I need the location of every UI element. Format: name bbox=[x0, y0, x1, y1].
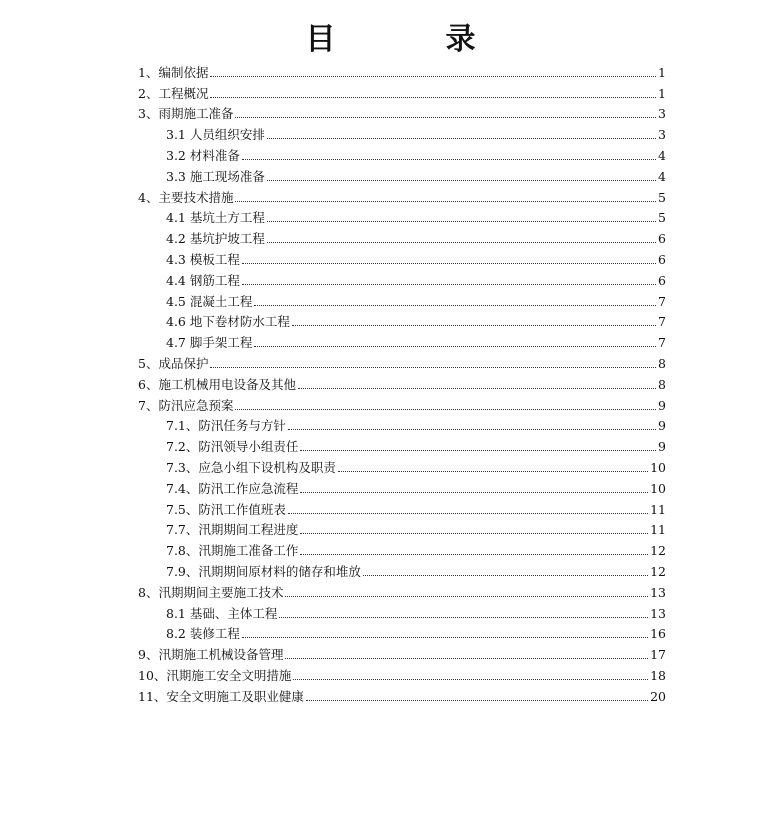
toc-dot-leader bbox=[235, 409, 656, 410]
toc-entry[interactable] bbox=[138, 330, 666, 351]
toc-entry[interactable] bbox=[138, 622, 666, 643]
toc-entry[interactable] bbox=[138, 538, 666, 559]
title-char-1: 目 bbox=[305, 22, 336, 57]
toc-entry-label: 9、汛期施工机械设备管理 bbox=[138, 647, 284, 663]
toc-dot-leader bbox=[267, 242, 656, 243]
toc-entry[interactable] bbox=[138, 476, 666, 497]
toc-entry[interactable] bbox=[138, 164, 666, 185]
toc-entry-page-number: 12 bbox=[650, 563, 666, 579]
toc-entry[interactable] bbox=[138, 289, 666, 310]
toc-entry[interactable] bbox=[138, 206, 666, 227]
toc-entry-page-number: 3 bbox=[658, 106, 666, 122]
toc-dot-leader bbox=[300, 554, 648, 555]
toc-entry-page-number: 13 bbox=[650, 605, 666, 621]
toc-entry-page-number: 9 bbox=[658, 418, 666, 434]
toc-entry-page-number: 9 bbox=[658, 439, 666, 455]
toc-entry-page-number: 17 bbox=[650, 647, 666, 663]
toc-entry-page-number: 13 bbox=[650, 584, 666, 600]
toc-dot-leader bbox=[306, 700, 648, 701]
toc-entry-page-number: 10 bbox=[650, 459, 666, 475]
toc-entry-page-number: 4 bbox=[658, 168, 666, 184]
toc-entry[interactable] bbox=[138, 247, 666, 268]
page-title bbox=[0, 20, 781, 60]
toc-entry-page-number: 11 bbox=[650, 522, 666, 538]
toc-entry-label: 8、汛期期间主要施工技术 bbox=[138, 584, 284, 600]
title-char-2: 录 bbox=[445, 22, 476, 57]
toc-dot-leader bbox=[242, 263, 656, 264]
toc-entry-label: 3、雨期施工准备 bbox=[138, 106, 234, 122]
toc-entry-label: 4.7 脚手架工程 bbox=[166, 335, 253, 351]
toc-entry-page-number: 8 bbox=[658, 355, 666, 371]
toc-entry-label: 7.2、防汛领导小组责任 bbox=[166, 439, 299, 455]
toc-entry[interactable] bbox=[138, 122, 666, 143]
toc-dot-leader bbox=[285, 658, 648, 659]
toc-entry-page-number: 1 bbox=[658, 64, 666, 80]
toc-entry-label: 7、防汛应急预案 bbox=[138, 397, 234, 413]
toc-dot-leader bbox=[285, 596, 648, 597]
toc-entry-label: 7.5、防汛工作值班表 bbox=[166, 501, 286, 517]
toc-entry-label: 3.2 材料准备 bbox=[166, 147, 240, 163]
toc-entry-label: 7.8、汛期施工准备工作 bbox=[166, 543, 299, 559]
toc-entry-label: 7.7、汛期期间工程进度 bbox=[166, 522, 299, 538]
toc-dot-leader bbox=[242, 284, 656, 285]
toc-entry-label: 3.1 人员组织安排 bbox=[166, 127, 265, 143]
toc-entry[interactable] bbox=[138, 60, 666, 81]
toc-entry-page-number: 7 bbox=[658, 293, 666, 309]
toc-entry-page-number: 9 bbox=[658, 397, 666, 413]
toc-entry-label: 8.2 装修工程 bbox=[166, 626, 240, 642]
toc-entry[interactable] bbox=[138, 580, 666, 601]
toc-entry[interactable] bbox=[138, 372, 666, 393]
toc-dot-leader bbox=[288, 429, 656, 430]
toc-entry-page-number: 18 bbox=[650, 667, 666, 683]
toc-entry-label: 1、编制依据 bbox=[138, 64, 209, 80]
toc-entry[interactable] bbox=[138, 414, 666, 435]
toc-entry-label: 4.1 基坑土方工程 bbox=[166, 210, 265, 226]
toc-entry-label: 2、工程概况 bbox=[138, 85, 209, 101]
toc-dot-leader bbox=[254, 346, 656, 347]
toc-entry-label: 4、主要技术措施 bbox=[138, 189, 234, 205]
toc-entry[interactable] bbox=[138, 268, 666, 289]
toc-entry[interactable] bbox=[138, 310, 666, 331]
toc-entry-page-number: 5 bbox=[658, 210, 666, 226]
toc-dot-leader bbox=[242, 159, 656, 160]
toc-dot-leader bbox=[293, 679, 648, 680]
toc-entry-page-number: 4 bbox=[658, 147, 666, 163]
toc-entry-label: 7.9、汛期期间原材料的储存和堆放 bbox=[166, 563, 361, 579]
toc-entry-label: 7.4、防汛工作应急流程 bbox=[166, 480, 299, 496]
toc-entry[interactable] bbox=[138, 226, 666, 247]
toc-dot-leader bbox=[235, 117, 656, 118]
toc-entry[interactable] bbox=[138, 518, 666, 539]
toc-entry-page-number: 11 bbox=[650, 501, 666, 517]
toc-entry-label: 11、安全文明施工及职业健康 bbox=[138, 688, 304, 704]
toc-entry[interactable] bbox=[138, 684, 666, 705]
toc-dot-leader bbox=[292, 325, 656, 326]
toc-entry-label: 10、汛期施工安全文明措施 bbox=[138, 667, 292, 683]
toc-entry-page-number: 8 bbox=[658, 376, 666, 392]
table-of-contents bbox=[138, 60, 666, 705]
toc-entry-label: 4.6 地下卷材防水工程 bbox=[166, 314, 290, 330]
toc-dot-leader bbox=[300, 533, 648, 534]
toc-dot-leader bbox=[210, 367, 656, 368]
toc-dot-leader bbox=[267, 138, 656, 139]
toc-dot-leader bbox=[288, 513, 648, 514]
toc-entry[interactable] bbox=[138, 102, 666, 123]
toc-dot-leader bbox=[298, 388, 656, 389]
toc-entry-page-number: 6 bbox=[658, 272, 666, 288]
toc-entry-page-number: 10 bbox=[650, 480, 666, 496]
toc-entry-page-number: 5 bbox=[658, 189, 666, 205]
toc-entry-label: 4.5 混凝土工程 bbox=[166, 293, 253, 309]
toc-dot-leader bbox=[267, 180, 656, 181]
toc-entry-page-number: 7 bbox=[658, 314, 666, 330]
toc-entry-label: 5、成品保护 bbox=[138, 355, 209, 371]
toc-entry-label: 3.3 施工现场准备 bbox=[166, 168, 265, 184]
toc-entry[interactable] bbox=[138, 393, 666, 414]
toc-entry-label: 4.4 钢筋工程 bbox=[166, 272, 240, 288]
toc-dot-leader bbox=[338, 471, 648, 472]
toc-entry-page-number: 12 bbox=[650, 543, 666, 559]
toc-entry-label: 4.3 模板工程 bbox=[166, 251, 240, 267]
toc-dot-leader bbox=[363, 575, 648, 576]
toc-entry-label: 6、施工机械用电设备及其他 bbox=[138, 376, 296, 392]
toc-entry-page-number: 6 bbox=[658, 251, 666, 267]
toc-entry[interactable] bbox=[138, 81, 666, 102]
toc-dot-leader bbox=[279, 617, 648, 618]
toc-entry-page-number: 3 bbox=[658, 127, 666, 143]
toc-entry[interactable] bbox=[138, 455, 666, 476]
toc-entry-page-number: 6 bbox=[658, 231, 666, 247]
toc-dot-leader bbox=[300, 450, 656, 451]
toc-dot-leader bbox=[254, 305, 656, 306]
toc-entry[interactable] bbox=[138, 642, 666, 663]
toc-entry-page-number: 16 bbox=[650, 626, 666, 642]
toc-entry-page-number: 1 bbox=[658, 85, 666, 101]
toc-entry[interactable] bbox=[138, 185, 666, 206]
toc-entry[interactable] bbox=[138, 601, 666, 622]
toc-entry-label: 7.3、应急小组下设机构及职责 bbox=[166, 459, 336, 475]
toc-dot-leader bbox=[210, 76, 656, 77]
toc-entry-label: 4.2 基坑护坡工程 bbox=[166, 231, 265, 247]
toc-entry[interactable] bbox=[138, 559, 666, 580]
toc-entry[interactable] bbox=[138, 351, 666, 372]
toc-entry-label: 7.1、防汛任务与方针 bbox=[166, 418, 286, 434]
toc-dot-leader bbox=[235, 201, 656, 202]
toc-dot-leader bbox=[242, 637, 648, 638]
toc-dot-leader bbox=[300, 492, 648, 493]
toc-dot-leader bbox=[267, 221, 656, 222]
toc-entry[interactable] bbox=[138, 143, 666, 164]
toc-entry-label: 8.1 基础、主体工程 bbox=[166, 605, 278, 621]
toc-entry[interactable] bbox=[138, 663, 666, 684]
toc-entry[interactable] bbox=[138, 434, 666, 455]
toc-entry[interactable] bbox=[138, 497, 666, 518]
toc-entry-page-number: 7 bbox=[658, 335, 666, 351]
toc-dot-leader bbox=[210, 97, 656, 98]
toc-entry-page-number: 20 bbox=[650, 688, 666, 704]
